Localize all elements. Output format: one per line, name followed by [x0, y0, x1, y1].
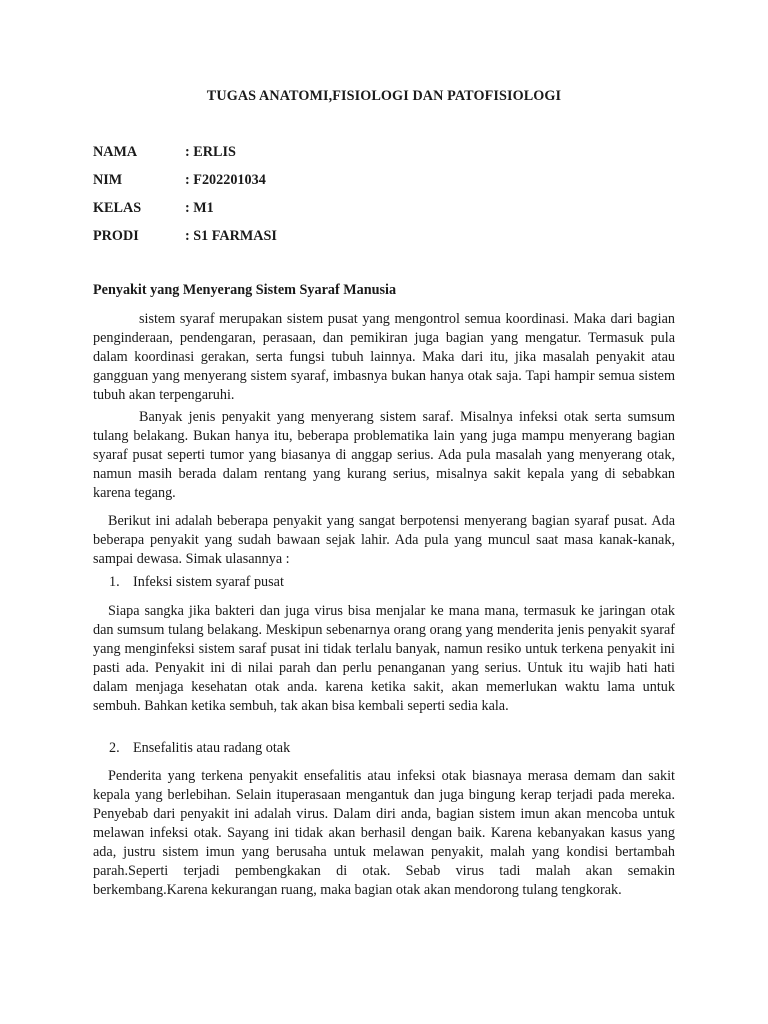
identity-label: PRODI [93, 228, 139, 244]
paragraph-types: Banyak jenis penyakit yang menyerang sistem saraf. Misalnya infeksi otak serta sumsum tulang belakang. Bukan hanya itu, beberapa problematika lain yang juga mampu menyerang bagian syaraf pusat seperti tumor yang biasanya di anggap serius. Ada pula masalah yang menyerang otak, namun masih berada dalam rentang yang kurang serius, misalnya sakit kepala yang di sebabkan karena tegang. [93, 409, 675, 501]
list-item-body: Penderita yang terkena penyakit ensefalitis atau infeksi otak biasnaya merasa demam dan sakit kepala yang berlebihan. Selain ituperasaan mengantuk dan juga bingung kerap terjadi pada mereka. Penyebab dari penyakit ini adalah virus. Dalam diri anda, bagian sistem imun akan mencoba untuk melawan infeksi otak. Sayang ini tidak akan berhasil dengan baik. Karena kebanyakan kasus yang ada, justru sistem imun yang berusaha untuk melawan penyakit, malah yang kondisi bertambah parah.Seperti terjadi pembengkakan di otak. Sebab virus tadi malah akan semakin berkembang.Karena kekurangan ruang, maka bagian otak akan mendorong tulang tengkorak. [93, 768, 675, 898]
list-item-number: 2. [109, 740, 120, 756]
list-item-title [109, 740, 290, 757]
identity-label: NIM [93, 172, 123, 188]
paragraph-intro: sistem syaraf merupakan sistem pusat yang mengontrol semua koordinasi. Maka dari bagian penginderaan, pendengaran, perasaan, dan pemikiran juga bagian yang mengatur. Termasuk pula dalam koordinasi gerakan, serta fungsi tubuh lainnya. Maka dari itu, jika masalah penyakit atau gangguan yang menyerang sistem syaraf, imbasnya bukan hanya otak saja. Tapi hampir semua sistem tubuh akan terpengaruhi. [93, 311, 675, 403]
identity-label: KELAS [93, 200, 142, 216]
list-item-heading: Ensefalitis atau radang otak [133, 740, 291, 756]
list-item-number: 1. [109, 574, 120, 590]
identity-label: NAMA [93, 144, 138, 160]
identity-value: : M1 [185, 200, 214, 216]
list-item-title [109, 574, 284, 591]
document-title: TUGAS ANATOMI,FISIOLOGI DAN PATOFISIOLOGI [206, 88, 562, 104]
identity-value: : F202201034 [185, 172, 266, 188]
section-heading: Penyakit yang Menyerang Sistem Syaraf Manusia [93, 282, 397, 298]
identity-value: : S1 FARMASI [185, 228, 277, 244]
paragraph-list-intro: Berikut ini adalah beberapa penyakit yang sangat berpotensi menyerang bagian syaraf pusat. Ada beberapa penyakit yang sudah bawaan sejak lahir. Ada pula yang muncul saat masa kanak-kanak, sampai dewasa. Simak ulasannya : [93, 513, 675, 567]
list-item-heading: Infeksi sistem syaraf pusat [133, 574, 284, 590]
list-item-body: Siapa sangka jika bakteri dan juga virus bisa menjalar ke mana mana, termasuk ke jaringan otak dan sumsum tulang belakang. Meskipun sebenarnya orang orang yang menderita jenis penyakit syaraf yang menginfeksi sistem saraf pusat ini tidak terlalu banyak, namun resiko untuk terkena penyakit ini pasti ada. Penyakit ini di nilai parah dan perlu penanganan yang serius. Untuk itu wajib hati hati dalam menjaga kesehatan otak anda. karena ketika sakit, akan memerlukan waktu lama untuk sembuh. Bahkan ketika sembuh, tak akan bisa kembali seperti sedia kala. [93, 603, 675, 714]
identity-value: : ERLIS [185, 144, 236, 160]
